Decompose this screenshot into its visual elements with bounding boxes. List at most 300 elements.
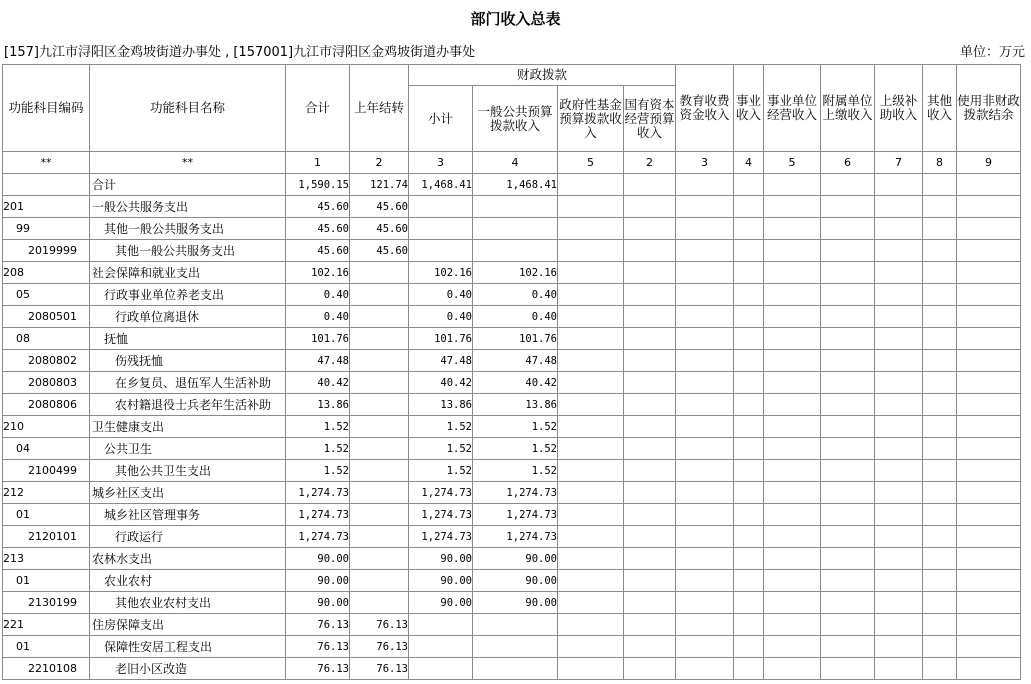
- empty-cell: [734, 482, 764, 504]
- empty-cell: [875, 372, 923, 394]
- empty-cell: [734, 460, 764, 482]
- total-cell: 47.48: [286, 350, 350, 372]
- empty-cell: [957, 284, 1021, 306]
- subtotal-cell: 1,274.73: [409, 482, 473, 504]
- empty-cell: [558, 438, 624, 460]
- empty-cell: [558, 218, 624, 240]
- carryover-cell: [350, 504, 409, 526]
- code-cell: 2019999: [3, 240, 90, 262]
- column-index-cell: 5: [764, 152, 821, 174]
- code-cell: 213: [3, 548, 90, 570]
- header-state-capital: 国有资本经营预算收入: [624, 86, 676, 152]
- empty-cell: [923, 416, 957, 438]
- table-row: [3, 262, 1021, 284]
- header-operating-income: 事业单位经营收入: [764, 65, 821, 152]
- empty-cell: [624, 350, 676, 372]
- empty-cell: [676, 614, 734, 636]
- empty-cell: [957, 328, 1021, 350]
- header-affiliated: 附属单位上缴收入: [821, 65, 875, 152]
- code-cell: 05: [3, 284, 90, 306]
- empty-cell: [821, 592, 875, 614]
- empty-cell: [923, 372, 957, 394]
- carryover-cell: [350, 350, 409, 372]
- empty-cell: [624, 328, 676, 350]
- empty-cell: [624, 504, 676, 526]
- header-gov-fund: 政府性基金预算拨款收入: [558, 86, 624, 152]
- empty-cell: [676, 372, 734, 394]
- empty-cell: [923, 548, 957, 570]
- table-row: [3, 284, 1021, 306]
- empty-cell: [923, 482, 957, 504]
- empty-cell: [957, 372, 1021, 394]
- subtotal-cell: [409, 218, 473, 240]
- empty-cell: [764, 482, 821, 504]
- table-body: [3, 174, 1021, 680]
- total-cell: 1,590.15: [286, 174, 350, 196]
- empty-cell: [875, 394, 923, 416]
- table-row: [3, 416, 1021, 438]
- empty-cell: [734, 350, 764, 372]
- name-cell: 住房保障支出: [90, 614, 286, 636]
- empty-cell: [624, 526, 676, 548]
- empty-cell: [764, 438, 821, 460]
- empty-cell: [875, 196, 923, 218]
- subtotal-cell: 1,274.73: [409, 504, 473, 526]
- empty-cell: [676, 570, 734, 592]
- empty-cell: [957, 614, 1021, 636]
- empty-cell: [957, 262, 1021, 284]
- header-name: 功能科目名称: [90, 65, 286, 152]
- subtotal-cell: 90.00: [409, 570, 473, 592]
- empty-cell: [676, 636, 734, 658]
- code-cell: 01: [3, 504, 90, 526]
- empty-cell: [957, 218, 1021, 240]
- name-cell: 行政事业单位养老支出: [90, 284, 286, 306]
- empty-cell: [923, 504, 957, 526]
- carryover-cell: 76.13: [350, 636, 409, 658]
- empty-cell: [923, 218, 957, 240]
- empty-cell: [734, 438, 764, 460]
- empty-cell: [676, 284, 734, 306]
- header-other: 其他收入: [923, 65, 957, 152]
- carryover-cell: [350, 284, 409, 306]
- empty-cell: [734, 284, 764, 306]
- empty-cell: [764, 328, 821, 350]
- table-row: [3, 526, 1021, 548]
- subtotal-cell: [409, 196, 473, 218]
- empty-cell: [821, 548, 875, 570]
- empty-cell: [764, 636, 821, 658]
- empty-cell: [957, 548, 1021, 570]
- empty-cell: [734, 570, 764, 592]
- carryover-cell: [350, 328, 409, 350]
- name-cell: 老旧小区改造: [90, 658, 286, 680]
- carryover-cell: [350, 372, 409, 394]
- general-budget-cell: [473, 218, 558, 240]
- total-cell: 76.13: [286, 636, 350, 658]
- carryover-cell: [350, 306, 409, 328]
- empty-cell: [764, 306, 821, 328]
- general-budget-cell: 102.16: [473, 262, 558, 284]
- empty-cell: [624, 636, 676, 658]
- empty-cell: [676, 218, 734, 240]
- column-index-cell: 3: [409, 152, 473, 174]
- empty-cell: [624, 218, 676, 240]
- table-row: [3, 372, 1021, 394]
- column-index-cell: 3: [676, 152, 734, 174]
- total-cell: 90.00: [286, 570, 350, 592]
- empty-cell: [734, 526, 764, 548]
- empty-cell: [821, 350, 875, 372]
- empty-cell: [764, 284, 821, 306]
- empty-cell: [558, 416, 624, 438]
- total-cell: 102.16: [286, 262, 350, 284]
- empty-cell: [875, 636, 923, 658]
- header-general-budget: 一般公共预算拨款收入: [473, 86, 558, 152]
- code-cell: [3, 174, 90, 196]
- empty-cell: [676, 328, 734, 350]
- empty-cell: [624, 438, 676, 460]
- total-cell: 13.86: [286, 394, 350, 416]
- code-cell: 2080501: [3, 306, 90, 328]
- code-cell: 01: [3, 570, 90, 592]
- total-cell: 0.40: [286, 306, 350, 328]
- empty-cell: [676, 394, 734, 416]
- total-cell: 1,274.73: [286, 504, 350, 526]
- carryover-cell: 76.13: [350, 658, 409, 680]
- empty-cell: [624, 394, 676, 416]
- table-row: [3, 614, 1021, 636]
- carryover-cell: [350, 482, 409, 504]
- empty-cell: [734, 394, 764, 416]
- code-cell: 2100499: [3, 460, 90, 482]
- name-cell: 一般公共服务支出: [90, 196, 286, 218]
- empty-cell: [676, 240, 734, 262]
- empty-cell: [923, 284, 957, 306]
- empty-cell: [558, 548, 624, 570]
- column-index-cell: 1: [286, 152, 350, 174]
- name-cell: 伤残抚恤: [90, 350, 286, 372]
- name-cell: 其他一般公共服务支出: [90, 240, 286, 262]
- general-budget-cell: 0.40: [473, 306, 558, 328]
- empty-cell: [957, 636, 1021, 658]
- total-cell: 45.60: [286, 240, 350, 262]
- empty-cell: [875, 504, 923, 526]
- empty-cell: [957, 504, 1021, 526]
- empty-cell: [676, 174, 734, 196]
- empty-cell: [624, 284, 676, 306]
- empty-cell: [923, 570, 957, 592]
- empty-cell: [558, 482, 624, 504]
- empty-cell: [875, 438, 923, 460]
- subtotal-cell: 1.52: [409, 438, 473, 460]
- carryover-cell: [350, 526, 409, 548]
- total-cell: 0.40: [286, 284, 350, 306]
- header-total: 合计: [286, 65, 350, 152]
- table-row: [3, 306, 1021, 328]
- code-cell: 201: [3, 196, 90, 218]
- total-cell: 90.00: [286, 548, 350, 570]
- empty-cell: [624, 240, 676, 262]
- total-cell: 1.52: [286, 438, 350, 460]
- name-cell: 保障性安居工程支出: [90, 636, 286, 658]
- department-label: [157]九江市浔阳区金鸡坡街道办事处 , [157001]九江市浔阳区金鸡坡街道办事处: [4, 45, 476, 60]
- empty-cell: [558, 592, 624, 614]
- general-budget-cell: 40.42: [473, 372, 558, 394]
- empty-cell: [734, 372, 764, 394]
- table-row: [3, 460, 1021, 482]
- general-budget-cell: [473, 658, 558, 680]
- table-row: [3, 240, 1021, 262]
- empty-cell: [558, 526, 624, 548]
- carryover-cell: [350, 592, 409, 614]
- empty-cell: [558, 372, 624, 394]
- table-row: [3, 174, 1021, 196]
- empty-cell: [821, 328, 875, 350]
- subtotal-cell: 40.42: [409, 372, 473, 394]
- empty-cell: [764, 416, 821, 438]
- empty-cell: [821, 636, 875, 658]
- empty-cell: [734, 658, 764, 680]
- empty-cell: [875, 592, 923, 614]
- general-budget-cell: [473, 614, 558, 636]
- empty-cell: [821, 504, 875, 526]
- name-cell: 合计: [90, 174, 286, 196]
- empty-cell: [821, 416, 875, 438]
- name-cell: 农业农村: [90, 570, 286, 592]
- empty-cell: [875, 460, 923, 482]
- code-cell: 2080806: [3, 394, 90, 416]
- name-cell: 卫生健康支出: [90, 416, 286, 438]
- carryover-cell: 45.60: [350, 240, 409, 262]
- empty-cell: [624, 658, 676, 680]
- empty-cell: [821, 262, 875, 284]
- empty-cell: [957, 174, 1021, 196]
- empty-cell: [624, 592, 676, 614]
- column-index-cell: 8: [923, 152, 957, 174]
- empty-cell: [734, 504, 764, 526]
- name-cell: 行政运行: [90, 526, 286, 548]
- empty-cell: [624, 482, 676, 504]
- empty-cell: [558, 460, 624, 482]
- table-row: [3, 570, 1021, 592]
- empty-cell: [624, 196, 676, 218]
- table-row: [3, 350, 1021, 372]
- subtotal-cell: 102.16: [409, 262, 473, 284]
- empty-cell: [923, 394, 957, 416]
- empty-cell: [764, 350, 821, 372]
- empty-cell: [624, 416, 676, 438]
- empty-cell: [875, 570, 923, 592]
- general-budget-cell: 1.52: [473, 460, 558, 482]
- empty-cell: [624, 372, 676, 394]
- empty-cell: [764, 240, 821, 262]
- empty-cell: [734, 614, 764, 636]
- name-cell: 行政单位离退休: [90, 306, 286, 328]
- empty-cell: [957, 416, 1021, 438]
- carryover-cell: 45.60: [350, 218, 409, 240]
- name-cell: 城乡社区支出: [90, 482, 286, 504]
- empty-cell: [558, 328, 624, 350]
- general-budget-cell: 90.00: [473, 592, 558, 614]
- carryover-cell: [350, 438, 409, 460]
- column-index-cell: **: [90, 152, 286, 174]
- table-row: [3, 394, 1021, 416]
- table-row: [3, 328, 1021, 350]
- empty-cell: [875, 526, 923, 548]
- carryover-cell: [350, 570, 409, 592]
- code-cell: 221: [3, 614, 90, 636]
- empty-cell: [875, 174, 923, 196]
- empty-cell: [676, 196, 734, 218]
- empty-cell: [923, 262, 957, 284]
- subtotal-cell: 1.52: [409, 460, 473, 482]
- empty-cell: [923, 592, 957, 614]
- column-index-cell: 4: [473, 152, 558, 174]
- carryover-cell: 76.13: [350, 614, 409, 636]
- report-title: 部门收入总表: [470, 10, 561, 28]
- empty-cell: [923, 174, 957, 196]
- empty-cell: [558, 196, 624, 218]
- subtotal-cell: [409, 636, 473, 658]
- column-index-cell: 2: [624, 152, 676, 174]
- empty-cell: [764, 262, 821, 284]
- empty-cell: [957, 460, 1021, 482]
- header-fiscal-group: 财政拨款: [409, 65, 676, 86]
- empty-cell: [875, 306, 923, 328]
- name-cell: 农村籍退役士兵老年生活补助: [90, 394, 286, 416]
- empty-cell: [923, 614, 957, 636]
- empty-cell: [734, 174, 764, 196]
- column-index-row: [3, 152, 1021, 174]
- carryover-cell: 121.74: [350, 174, 409, 196]
- subtotal-cell: [409, 614, 473, 636]
- total-cell: 76.13: [286, 658, 350, 680]
- empty-cell: [676, 592, 734, 614]
- unit-label: 单位：万元: [959, 45, 1025, 60]
- name-cell: 农林水支出: [90, 548, 286, 570]
- empty-cell: [875, 284, 923, 306]
- empty-cell: [875, 350, 923, 372]
- empty-cell: [957, 196, 1021, 218]
- empty-cell: [957, 526, 1021, 548]
- name-cell: 公共卫生: [90, 438, 286, 460]
- empty-cell: [923, 658, 957, 680]
- empty-cell: [821, 614, 875, 636]
- code-cell: 2080802: [3, 350, 90, 372]
- empty-cell: [821, 196, 875, 218]
- empty-cell: [923, 460, 957, 482]
- empty-cell: [734, 196, 764, 218]
- carryover-cell: [350, 460, 409, 482]
- carryover-cell: [350, 416, 409, 438]
- total-cell: 1.52: [286, 416, 350, 438]
- empty-cell: [875, 416, 923, 438]
- table-row: [3, 196, 1021, 218]
- header-carryover: 上年结转: [350, 65, 409, 152]
- empty-cell: [957, 240, 1021, 262]
- name-cell: 社会保障和就业支出: [90, 262, 286, 284]
- code-cell: 99: [3, 218, 90, 240]
- table-row: [3, 438, 1021, 460]
- empty-cell: [764, 394, 821, 416]
- total-cell: 45.60: [286, 218, 350, 240]
- empty-cell: [875, 262, 923, 284]
- table-row: [3, 482, 1021, 504]
- empty-cell: [558, 394, 624, 416]
- subtotal-cell: 1.52: [409, 416, 473, 438]
- empty-cell: [821, 218, 875, 240]
- empty-cell: [821, 284, 875, 306]
- general-budget-cell: 90.00: [473, 570, 558, 592]
- header-business-income: 事业收入: [734, 65, 764, 152]
- empty-cell: [764, 526, 821, 548]
- empty-cell: [734, 240, 764, 262]
- empty-cell: [821, 526, 875, 548]
- code-cell: 04: [3, 438, 90, 460]
- column-index-cell: 6: [821, 152, 875, 174]
- header-subsidy: 上级补助收入: [875, 65, 923, 152]
- column-index-cell: 4: [734, 152, 764, 174]
- empty-cell: [957, 592, 1021, 614]
- empty-cell: [957, 658, 1021, 680]
- empty-cell: [676, 548, 734, 570]
- subtotal-cell: [409, 658, 473, 680]
- empty-cell: [624, 460, 676, 482]
- empty-cell: [624, 262, 676, 284]
- empty-cell: [558, 284, 624, 306]
- empty-cell: [676, 482, 734, 504]
- empty-cell: [764, 218, 821, 240]
- carryover-cell: 45.60: [350, 196, 409, 218]
- general-budget-cell: 1.52: [473, 416, 558, 438]
- empty-cell: [764, 460, 821, 482]
- general-budget-cell: 1,274.73: [473, 526, 558, 548]
- total-cell: 1.52: [286, 460, 350, 482]
- code-cell: 208: [3, 262, 90, 284]
- empty-cell: [558, 570, 624, 592]
- empty-cell: [923, 196, 957, 218]
- general-budget-cell: [473, 196, 558, 218]
- column-index-cell: **: [3, 152, 90, 174]
- empty-cell: [764, 592, 821, 614]
- empty-cell: [875, 658, 923, 680]
- table-row: [3, 218, 1021, 240]
- column-index-cell: 5: [558, 152, 624, 174]
- empty-cell: [957, 394, 1021, 416]
- empty-cell: [821, 460, 875, 482]
- empty-cell: [676, 416, 734, 438]
- empty-cell: [558, 240, 624, 262]
- name-cell: 城乡社区管理事务: [90, 504, 286, 526]
- empty-cell: [676, 262, 734, 284]
- empty-cell: [624, 174, 676, 196]
- empty-cell: [734, 548, 764, 570]
- column-index-cell: 7: [875, 152, 923, 174]
- empty-cell: [676, 658, 734, 680]
- empty-cell: [624, 306, 676, 328]
- empty-cell: [821, 570, 875, 592]
- general-budget-cell: 90.00: [473, 548, 558, 570]
- header-code: 功能科目编码: [3, 65, 90, 152]
- table-row: [3, 636, 1021, 658]
- empty-cell: [957, 482, 1021, 504]
- empty-cell: [558, 350, 624, 372]
- empty-cell: [734, 328, 764, 350]
- empty-cell: [923, 240, 957, 262]
- empty-cell: [558, 174, 624, 196]
- header-nonfiscal-balance: 使用非财政拨款结余: [957, 65, 1021, 152]
